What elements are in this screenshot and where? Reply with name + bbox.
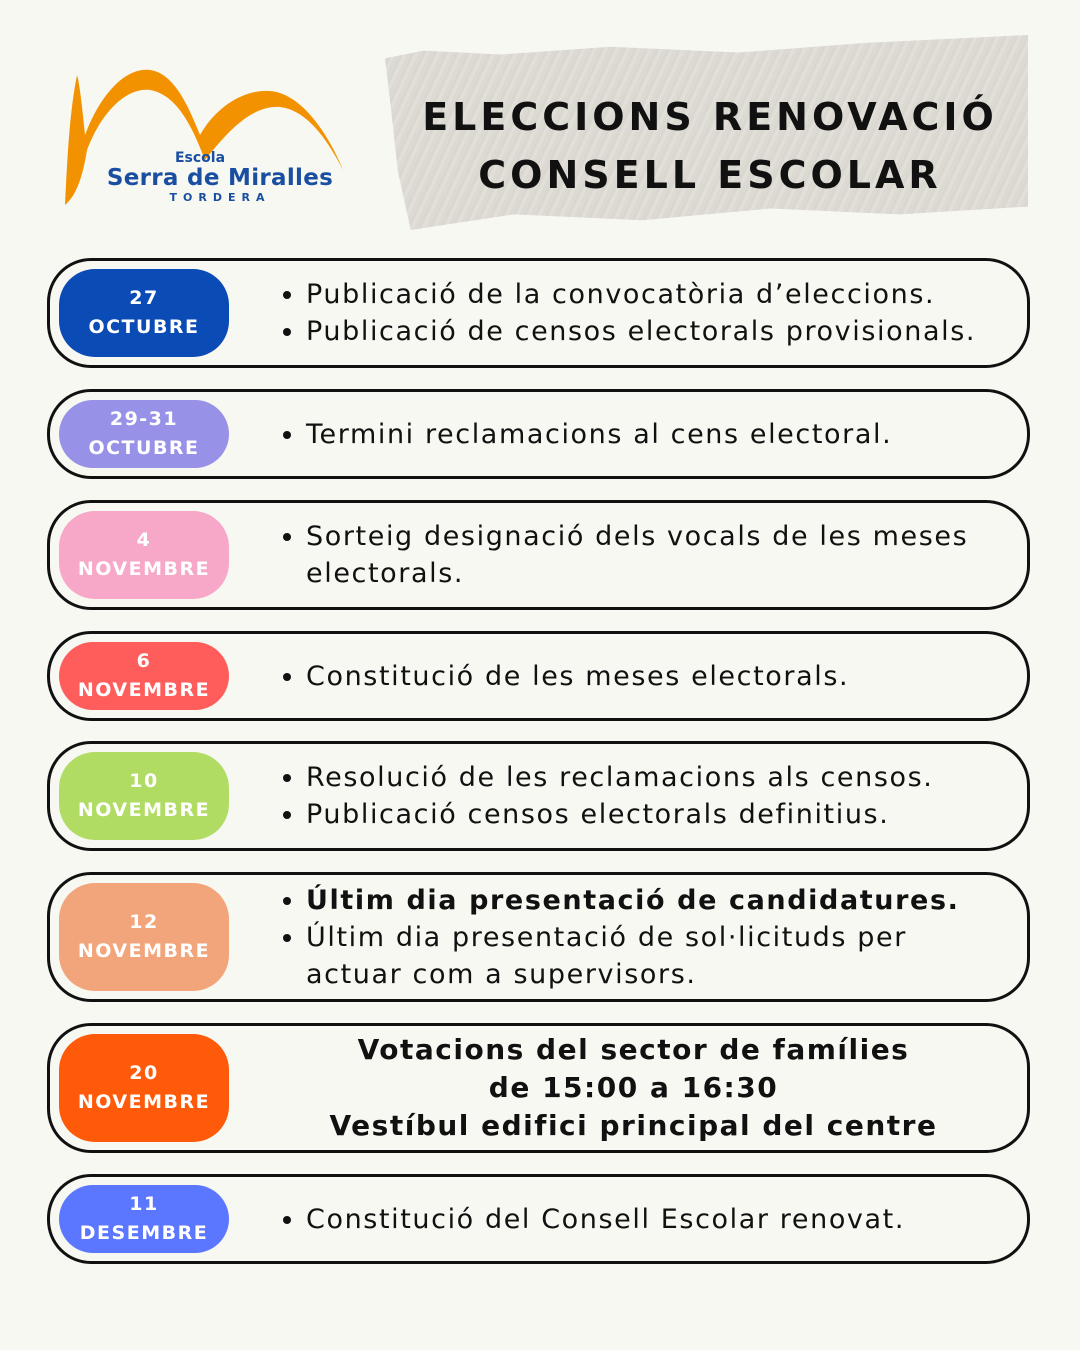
event-row <box>47 1174 1030 1264</box>
event-item: • Constitució de les meses electorals. <box>306 658 997 695</box>
event-row <box>47 500 1030 610</box>
date-day: 11 <box>129 1193 159 1215</box>
event-item: • Publicació censos electorals definitius. <box>306 796 997 833</box>
title-line-2: CONSELL ESCOLAR <box>478 153 942 197</box>
date-day: 29-31 <box>109 408 179 430</box>
voting-line: Vestíbul edifici principal del centre <box>329 1109 938 1142</box>
event-item: • Últim dia presentació de candidatures. <box>306 882 997 919</box>
page-title <box>385 88 1035 204</box>
date-badge <box>59 883 229 991</box>
event-row <box>47 1023 1030 1153</box>
date-month: NOVEMBRE <box>77 679 211 701</box>
event-row <box>47 258 1030 368</box>
voting-line: Votacions del sector de famílies <box>357 1033 910 1066</box>
date-day: 20 <box>129 1062 159 1084</box>
logo-school-name: Serra de Miralles <box>106 165 334 191</box>
event-row <box>47 872 1030 1002</box>
event-item: • Constitució del Consell Escolar renovat. <box>306 1201 997 1238</box>
school-logo <box>55 55 355 215</box>
date-month: NOVEMBRE <box>77 1091 211 1113</box>
date-day: 4 <box>136 529 152 551</box>
title-line-1: ELECCIONS RENOVACIÓ <box>422 95 998 139</box>
date-month: DESEMBRE <box>79 1222 209 1244</box>
date-badge <box>59 642 229 710</box>
event-row <box>47 389 1030 479</box>
date-badge <box>59 752 229 840</box>
date-day: 10 <box>129 770 159 792</box>
date-day: 27 <box>129 287 159 309</box>
date-badge <box>59 400 229 468</box>
event-item: • Publicació de censos electorals provisionals. <box>306 313 997 350</box>
date-month: OCTUBRE <box>88 437 200 459</box>
date-badge <box>59 1185 229 1253</box>
date-day: 12 <box>129 911 159 933</box>
event-item: • Termini reclamacions al cens electoral. <box>306 416 997 453</box>
date-month: NOVEMBRE <box>77 558 211 580</box>
event-item: • Publicació de la convocatòria d’eleccions. <box>306 276 997 313</box>
date-badge <box>59 1034 229 1142</box>
date-day: 6 <box>136 650 152 672</box>
logo-town-label: TORDERA <box>169 191 271 204</box>
voting-line: de 15:00 a 16:30 <box>488 1071 779 1104</box>
logo-school-label: Escola <box>174 150 226 166</box>
event-item: • Últim dia presentació de sol·licituds per actuar com a supervisors. <box>306 919 997 993</box>
event-item: • Sorteig designació dels vocals de les meses electorals. <box>306 518 997 592</box>
date-badge <box>59 269 229 357</box>
event-row <box>47 631 1030 721</box>
event-row <box>47 741 1030 851</box>
date-month: NOVEMBRE <box>77 799 211 821</box>
event-item: • Resolució de les reclamacions als censos. <box>306 759 997 796</box>
date-month: NOVEMBRE <box>77 940 211 962</box>
date-month: OCTUBRE <box>88 316 200 338</box>
date-badge <box>59 511 229 599</box>
